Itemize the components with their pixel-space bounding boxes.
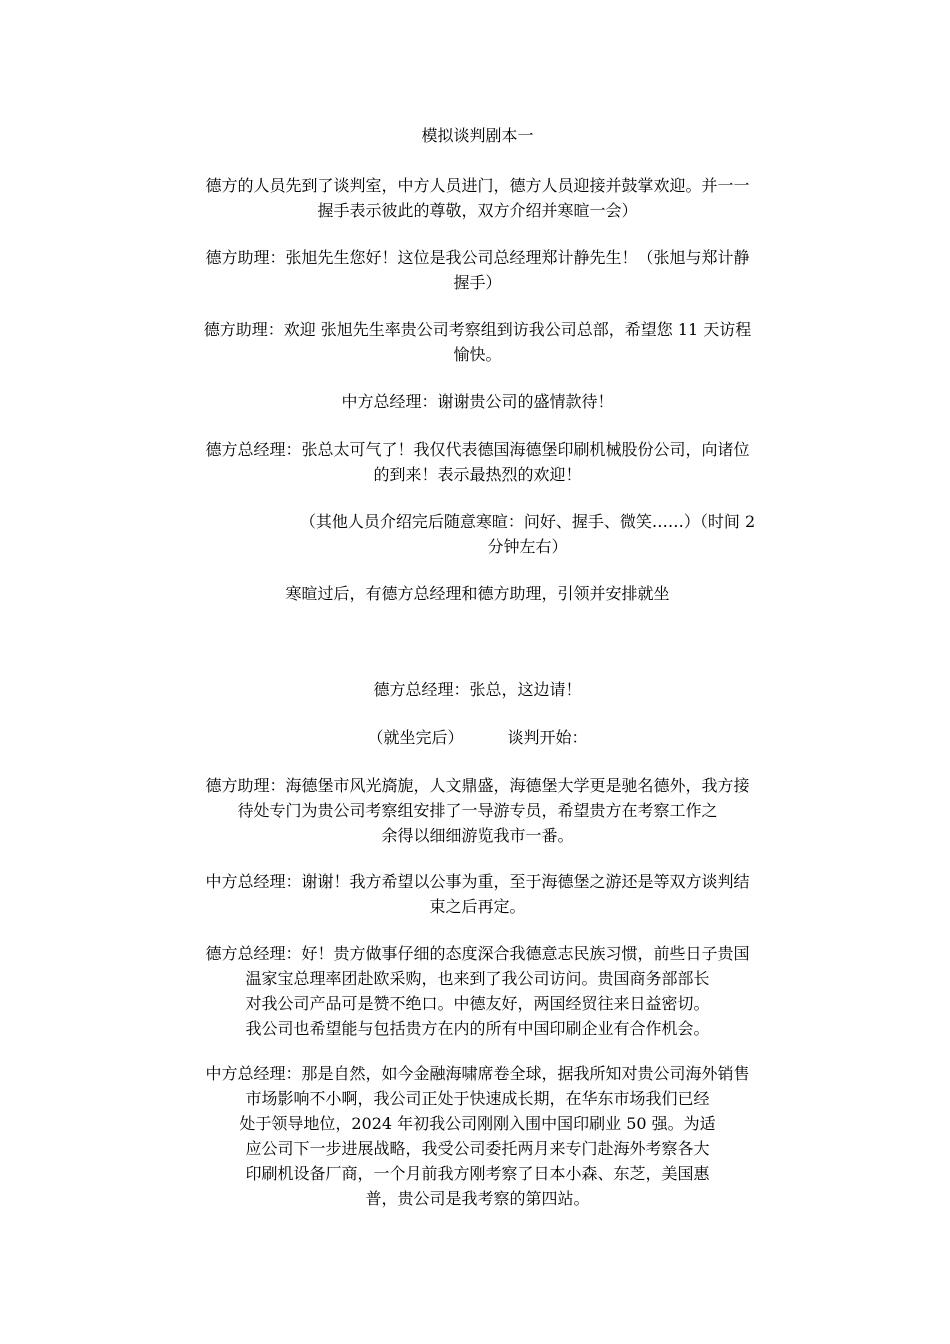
paragraph-line: 对我公司产品可是赞不绝口。中德友好，两国经贸往来日益密切。 [245,994,710,1013]
title-line: 模拟谈判剧本一 [421,126,534,145]
paragraph-line: 应公司下一步进展战略，我受公司委托两月来专门赴海外考察各大 [245,1139,710,1158]
paragraph-line: 德方总经理：张总太可气了！我仅代表德国海德堡印刷机械股份公司，向诸位 [205,440,750,459]
paragraph-line: 德方总经理：张总，这边请！ [373,680,582,699]
paragraph-line: 温家宝总理率团赴欧采购，也来到了我公司访问。贵国商务部部长 [245,969,710,988]
paragraph-line: 我公司也希望能与包括贵方在内的所有中国印刷企业有合作机会。 [245,1019,710,1038]
paragraph-line: 分钟左右） [487,537,568,556]
seated-note: （就坐完后） [367,728,464,747]
paragraph-line: 德方的人员先到了谈判室，中方人员进门，德方人员迎接并鼓掌欢迎。并一一 [205,176,750,195]
paragraph-german-gm-welcome [150,437,805,487]
paragraph-line: 愉快。 [453,345,502,364]
paragraph-line: 印刷机设备厂商，一个月前我方刚考察了日本小森、东芝，美国惠 [245,1164,710,1183]
paragraph-line: 待处专门为贵公司考察组安排了一导游专员，希望贵方在考察工作之 [237,801,718,820]
paragraph-chinese-gm-market [150,1061,805,1211]
paragraph-line: （其他人员介绍完后随意寒暄：问好、握手、微笑……）（时间 2 [299,512,756,531]
paragraph-line: 中方总经理：那是自然，如今金融海啸席卷全球，据我所知对贵公司海外销售 [205,1064,750,1083]
paragraph-chinese-gm-business-first [150,869,805,919]
paragraph-chinese-gm-thanks [150,389,805,414]
paragraph-line: 普，贵公司是我考察的第四站。 [365,1189,590,1208]
paragraph-line: 中方总经理：谢谢！我方希望以公事为重，至于海德堡之游还是等双方谈判结 [205,872,750,891]
paragraph-opening-scene [150,173,805,223]
document-title [150,123,805,148]
paragraph-assistant-tour [150,773,805,848]
paragraph-line: 束之后再定。 [429,897,526,916]
paragraph-assistant-welcome [150,317,805,367]
paragraph-negotiation-start [150,725,805,750]
paragraph-line: 德方助理：海德堡市风光旖旎，人文鼎盛，海德堡大学更是驰名德外，我方接 [205,776,750,795]
paragraph-assistant-greeting [150,245,805,295]
paragraph-line: 市场影响不小啊，我公司正处于快速成长期，在华东市场我们已经 [245,1089,710,1108]
paragraph-line: 余得以细细游览我市一番。 [381,826,574,845]
paragraph-stage-direction [250,509,805,559]
paragraph-line: 处于领导地位，2024 年初我公司刚刚入围中国印刷业 50 强。为适 [239,1114,716,1133]
paragraph-line: 中方总经理：谢谢贵公司的盛情款待！ [341,392,614,411]
paragraph-german-gm-please [150,677,805,702]
negotiation-begins: 谈判开始： [507,728,588,747]
paragraph-line: 握手表示彼此的尊敬，双方介绍并寒暄一会） [317,201,638,220]
paragraph-line: 德方助理：欢迎 张旭先生率贵公司考察组到访我公司总部，希望您 11 天访程 [203,320,752,339]
paragraph-line: 寒暄过后，有德方总经理和德方助理，引领并安排就坐 [285,584,670,603]
paragraph-line: 的到来！表示最热烈的欢迎！ [373,465,582,484]
paragraph-german-gm-cooperation [150,941,805,1041]
paragraph-line: 德方助理：张旭先生您好！这位是我公司总经理郑计静先生！（张旭与郑计静 [205,248,750,267]
paragraph-line [150,725,805,750]
paragraph-line: 德方总经理：好！贵方做事仔细的态度深合我德意志民族习惯，前些日子贵国 [205,944,750,963]
paragraph-seating-direction [150,581,805,606]
paragraph-line: 握手） [453,273,502,292]
